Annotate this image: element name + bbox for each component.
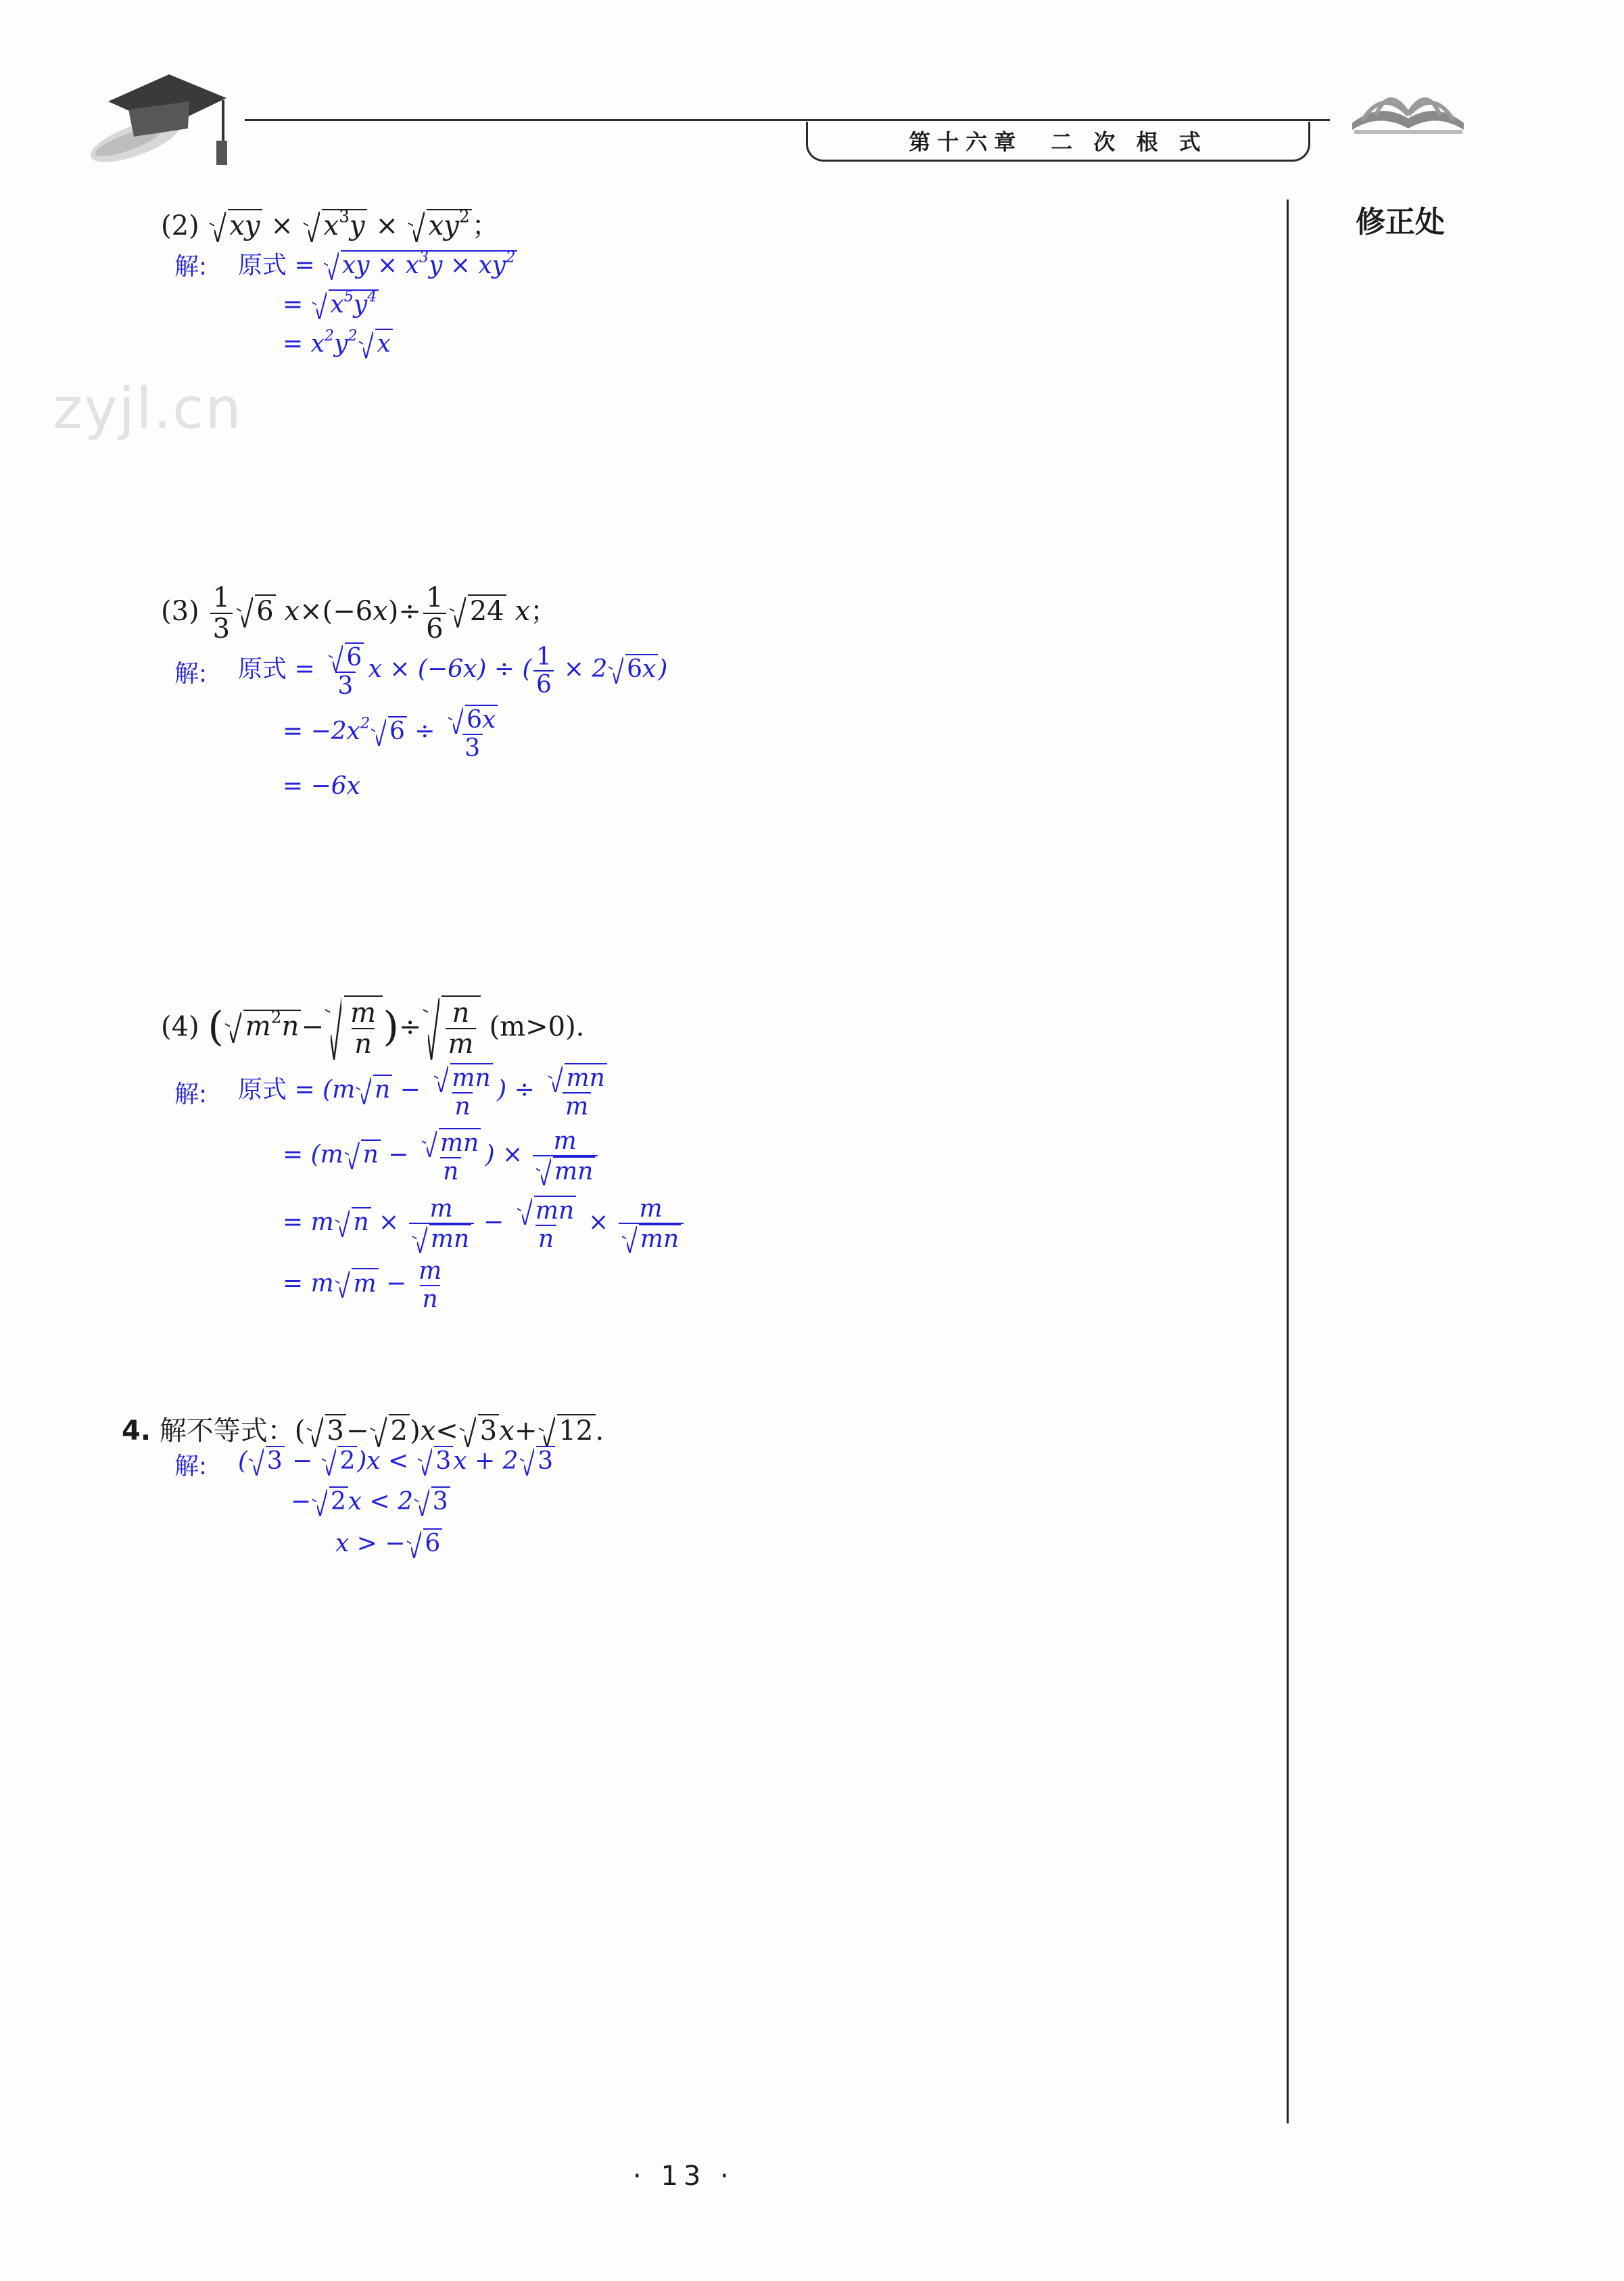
open-book-logo (1349, 81, 1467, 142)
solution-2-line-3: = $x^2y^2$ x (283, 329, 393, 358)
question-4-text: 解不等式： (159, 1415, 295, 1447)
question-4-number: 4. (122, 1415, 151, 1447)
question-4-solution-line-2: − 2x < 2 3 (291, 1486, 450, 1515)
problem-4-condition: (m>0). (489, 1011, 585, 1043)
problem-3-label: (3) (161, 596, 199, 627)
solution-2-line-1: 原式 = xy × $x^3y \times xy^2$ (238, 246, 517, 281)
solution-4-line-1: 原式 = (m n − $\frac{mn}{n}$ ) ÷ $\frac{mn}{m}$ (238, 1063, 611, 1120)
problem-4: (4) ( $m^2n-$ $\frac{m}{n}$ )÷ $\frac{n}{m}$ (m>0). (161, 995, 584, 1059)
page-number-value: 13 (661, 2161, 707, 2192)
solution-label: 解: (174, 1081, 208, 1108)
question-4-solution-line-3: x > − 6 (335, 1528, 442, 1557)
question-4-solution-line-1: ( 3 − 2)x < 3x + 2 3 (238, 1446, 555, 1475)
problem-2: (2) xy × $x^3y$ × $xy^2$； (161, 206, 499, 241)
margin-correction-title: 修正处 (1356, 205, 1445, 239)
solution-label: 解: (174, 253, 208, 281)
problem-3: (3) $\frac{1}{3}$ 6 x×(−6x)÷ $\frac{1}{6}$ 24 x； (161, 582, 558, 644)
chapter-title: 第十六章 二 次 根 式 (806, 122, 1310, 162)
page-number: · 13 · (633, 2161, 734, 2192)
solution-3-line-2: = $-2x^2$ 6 ÷ $\frac{6x}{3}$ (283, 705, 502, 761)
solution-2-line-2: = $x^5y^4$ (283, 289, 379, 319)
solution-label: 解: (174, 660, 208, 688)
header-rule (245, 119, 1330, 121)
watermark: zyjl.cn (53, 375, 243, 442)
solution-4-line-2: = (m n − $\frac{mn}{n}$ ) × $\frac{m}{mn}$ (283, 1128, 600, 1185)
margin-divider (1287, 199, 1289, 2123)
solution-3-line-3: = −6x (283, 772, 360, 800)
solution-4-line-4: = m m − $\frac{m}{n}$ (283, 1257, 442, 1313)
question-4: 4. 解不等式：( 3− 2)x< 3x+ 12. (122, 1409, 604, 1448)
solution-label: 解: (174, 1453, 208, 1480)
graduation-cap-logo (81, 61, 237, 169)
solution-3-line-1: 原式 = $\frac{6}{3}$ x × (−6x) ÷ ( $\frac{1}{6}$ × 2 6x) (238, 642, 668, 700)
problem-4-label: (4) (161, 1011, 199, 1043)
solution-4-line-3: = m n × $\frac{m}{mn}$ − $\frac{mn}{n}$ × $\frac{m}{mn}$ (283, 1196, 686, 1252)
problem-2-label: (2) (161, 210, 199, 241)
